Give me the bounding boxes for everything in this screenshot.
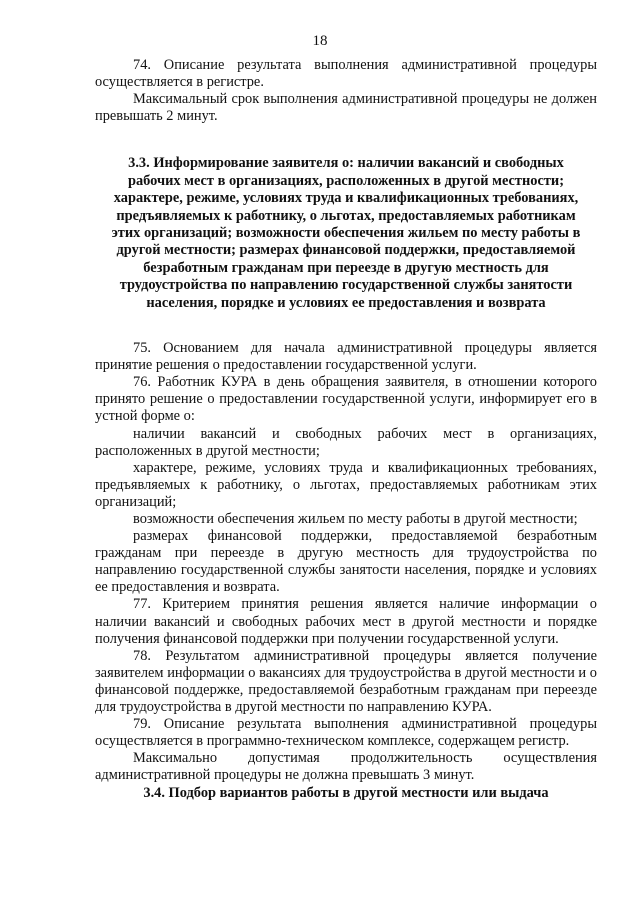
paragraph-74: 74. Описание результата выполнения административной процедуры осуществляется в регистре. [95,57,597,91]
paragraph-78: 78. Результатом административной процедуры является получение заявителем информации о вакансиях для трудоустройства в другой местности и о финансовой поддержке, предоставляемой безработным гражданам при переезде для трудоустройства в другой местности по направлению КУРА. [95,647,597,715]
page-number: 18 [312,33,328,49]
heading-line: характере, режиме, условиях труда и квалификационных требованиях, [113,190,579,207]
list-item-financial-support: размерах финансовой поддержки, предоставляемой безработным гражданам при переезде в другую местность для трудоустройства по направлению государственной службы занятости населения, порядке и условиях ее предоставления и возврата. [95,528,597,596]
paragraph-79: 79. Описание результата выполнения административной процедуры осуществляется в программно-техническом комплексе, содержащем регистр. [95,716,597,750]
heading-line: трудоустройства по направлению государственной службы занятости [119,277,573,294]
paragraph-max-time-3min: Максимально допустимая продолжительность осуществления административной процедуры не должна превышать 3 минут. [95,750,597,784]
paragraph-75: 75. Основанием для начала административной процедуры является принятие решения о предоставлении государственной услуги. [95,340,597,374]
heading-line: 3.3. Информирование заявителя о: наличии вакансий и свободных [128,155,564,172]
section-heading-3-4: 3.4. Подбор вариантов работы в другой местности или выдача [143,785,549,802]
heading-line: этих организаций; возможности обеспечения жильем по месту работы в [111,225,581,241]
list-item-work-conditions: характере, режиме, условиях труда и квалификационных требованиях, предъявляемых к работнику, о льготах, предоставляемых работникам этих организаций; [95,459,597,510]
heading-line: населения, порядке и условиях ее предоставления и возврата [146,294,546,311]
paragraph-76: 76. Работник КУРА в день обращения заявителя, в отношении которого принято решение о предоставлении государственной услуги, информирует его в устной форме о: [95,374,597,425]
heading-line: безработным гражданам при переезде в другую местность для [143,259,549,276]
list-item-housing: возможности обеспечения жильем по месту работы в другой местности; [133,510,578,527]
heading-line: другой местности; размерах финансовой поддержки, предоставляемой [116,242,576,259]
heading-line: рабочих мест в организациях, расположенных в другой местности; [127,172,565,189]
paragraph-77: 77. Критерием принятия решения является наличие информации о наличии вакансий и свободных рабочих мест в другой местности и порядке получения финансовой поддержки при получении государственной услуги. [95,596,597,647]
document-body [95,57,597,803]
list-item-vacancies: наличии вакансий и свободных рабочих мест в организациях, расположенных в другой местности; [95,425,597,459]
heading-line: предъявляемых к работнику, о льготах, предоставляемых работникам [116,207,576,224]
paragraph-max-time-2min: Максимальный срок выполнения административной процедуры не должен превышать 2 минут. [95,91,597,125]
section-heading-3-3 [95,155,597,312]
